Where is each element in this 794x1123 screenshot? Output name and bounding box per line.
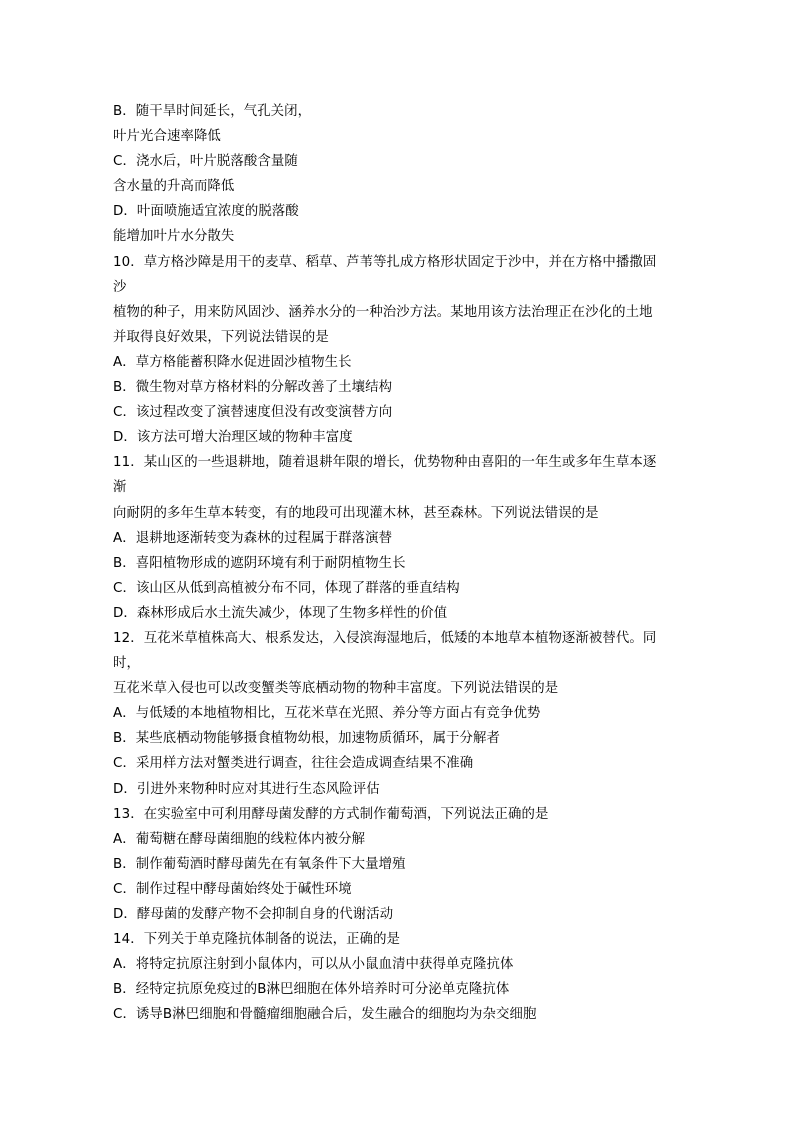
text-line: 渐 — [113, 480, 127, 496]
option-c: C．制作过程中酵母菌始终处于碱性环境 — [113, 881, 352, 897]
text-line: D．叶面喷施适宜浓度的脱落酸 — [113, 204, 299, 220]
text-line: B．随干旱时间延长，气孔关闭， — [113, 104, 312, 119]
text-line: C．浇水后，叶片脱落酸含量随 — [113, 154, 298, 170]
option-a: A．草方格能蓄积降水促进固沙植物生长 — [113, 354, 352, 370]
question-14-line: 14．下列关于单克隆抗体制备的说法，正确的是 — [113, 932, 401, 948]
option-c: C．该山区从低到高植被分布不同，体现了群落的垂直结构 — [113, 580, 460, 596]
option-b: B．制作葡萄酒时酵母菌先在有氧条件下大量增殖 — [113, 856, 406, 872]
text-line: 植物的种子，用来防风固沙、涵养水分的一种治沙方法。某地用该方法治理正在沙化的土地 — [113, 304, 653, 320]
option-d: D．酵母菌的发酵产物不会抑制自身的代谢活动 — [113, 907, 394, 922]
option-d: D．引进外来物种时应对其进行生态风险评估 — [113, 781, 380, 797]
text-line: 时， — [113, 656, 140, 672]
text-line: 并取得良好效果，下列说法错误的是 — [113, 329, 329, 345]
option-b: B．微生物对草方格材料的分解改善了土壤结构 — [113, 380, 393, 396]
text-line: 互花米草入侵也可以改变蟹类等底栖动物的物种丰富度。下列说法错误的是 — [113, 681, 559, 697]
option-c: C．该过程改变了演替速度但没有改变演替方向 — [113, 405, 393, 421]
option-b: B．经特定抗原免疫过的B淋巴细胞在体外培养时可分泌单克隆抗体 — [113, 982, 510, 998]
question-10-line: 10．草方格沙障是用干的麦草、稻草、芦苇等扎成方格形状固定于沙中，并在方格中播撒固 — [113, 254, 657, 270]
question-12-line: 12．互花米草植株高大、根系发达，入侵滨海湿地后，低矮的本地草本植物逐渐被替代。同 — [113, 630, 657, 646]
question-11-line: 11．某山区的一些退耕地，随着退耕年限的增长，优势物种由喜阳的一年生或多年生草本逐 — [113, 455, 657, 471]
option-a: A．与低矮的本地植物相比，互花米草在光照、养分等方面占有竞争优势 — [113, 706, 541, 722]
option-c: C．诱导B淋巴细胞和骨髓瘤细胞融合后，发生融合的细胞均为杂交细胞 — [113, 1007, 537, 1023]
option-b: B．某些底栖动物能够摄食植物幼根，加速物质循环，属于分解者 — [113, 731, 501, 747]
option-c: C．采用样方法对蟹类进行调查，往往会造成调查结果不准确 — [113, 756, 474, 772]
option-d: D．森林形成后水土流失减少，体现了生物多样性的价值 — [113, 605, 448, 621]
text-line: 能增加叶片水分散失 — [113, 229, 235, 245]
text-line: 叶片光合速率降低 — [113, 129, 221, 145]
option-a: A．退耕地逐渐转变为森林的过程属于群落演替 — [113, 530, 393, 546]
question-13-line: 13．在实验室中可利用酵母菌发酵的方式制作葡萄酒，下列说法正确的是 — [113, 806, 549, 822]
text-line: 沙 — [113, 279, 127, 295]
text-line: 向耐阴的多年生草本转变，有的地段可出现灌木林，甚至森林。下列说法错误的是 — [113, 505, 599, 521]
option-a: A．将特定抗原注射到小鼠体内，可以从小鼠血清中获得单克隆抗体 — [113, 957, 514, 973]
text-body — [113, 99, 713, 1027]
text-line: 含水量的升高而降低 — [113, 179, 235, 195]
option-a: A．葡萄糖在酵母菌细胞的线粒体内被分解 — [113, 831, 366, 847]
option-b: B．喜阳植物形成的遮阴环境有利于耐阴植物生长 — [113, 555, 406, 571]
option-d: D．该方法可增大治理区域的物种丰富度 — [113, 430, 353, 446]
